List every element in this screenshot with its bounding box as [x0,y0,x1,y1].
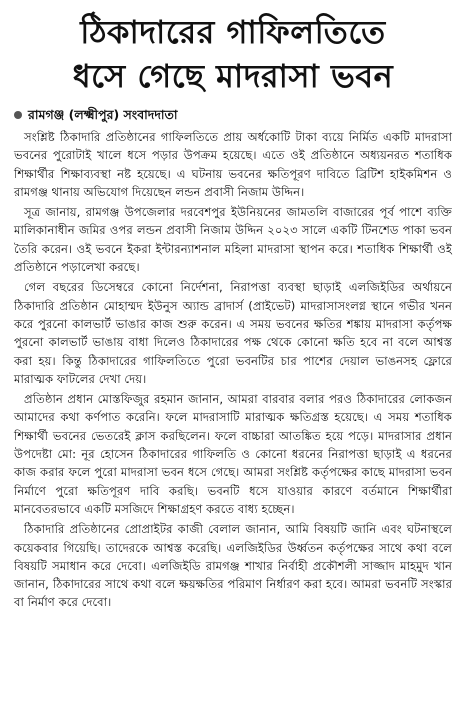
paragraph-4: প্রতিষ্ঠান প্রধান মোস্তফিজুর রহমান জানান, আমরা বারবার বলার পরও ঠিকাদারের লোকজন আমাদের কথা কর্ণপাত করেনি। ফলে মাদরাসাটি মারাত্মক ক্ষতিগ্রস্ত হয়েছে। এ সময় শতাধিক শিক্ষার্থী ভবনের ভেতরেই ক্লাস করছিলেন। ফলে বাচ্চারা আতঙ্কিত হয়ে পড়ে। মাদরাসার প্রধান উপদেষ্টা মো: নূর হোসেন ঠিকাদারের গাফিলতি ও কোনো ধরনের নিরাপত্তা ছাড়াই এ ধরনের কাজ করার ফলে পুরো মাদরাসা ভবন ধসে গেছে। আমরা সংশ্লিষ্ট কর্তৃপক্ষের কাছে মাদরাসা ভবন নির্মাণে পুরো ক্ষতিপূরণ দাবি করছি। ভবনটি ধসে যাওয়ার কারণে বর্তমানে শিক্ষার্থীরা মানবেতরভাবে একটি মসজিদে শিক্ষাগ্রহণ করতে বাধ্য হচ্ছেন। [14,392,452,516]
headline-line-2: ধসে গেছে মাদরাসা ভবন [72,57,394,95]
byline-text: রামগঞ্জ (লক্ষ্মীপুর) সংবাদদাতা [28,107,178,122]
news-clipping [6,6,460,711]
paragraph-1: সংশ্লিষ্ট ঠিকাদারি প্রতিষ্ঠানের গাফিলতিতে প্রায় অর্ধকোটি টাকা ব্যয়ে নির্মিত একটি মাদরাসা ভবনের পুরোটাই খালে ধসে পড়ার উপক্রম হয়েছে। এতে ওই প্রতিষ্ঠানে অধ্যয়নরত শতাধিক শিক্ষার্থীর শিক্ষাব্যবস্থা নষ্ট হয়েছে। এ ঘটনায় ভবনের ক্ষতিপূরণ দাবিতে ব্রিটিশ হাইকমিশন ও রামগঞ্জ থানায় অভিযোগ দিয়েছেন লন্ডন প্রবাসী নিজাম উদ্দিন। [14,130,452,199]
byline [14,106,452,124]
paragraph-2: সূত্র জানায়, রামগঞ্জ উপজেলার দরবেশপুর ইউনিয়নের জামতলি বাজারের পূর্ব পাশে ব্যক্তি মালিকানাধীন জমির ওপর লন্ডন প্রবাসী নিজাম উদ্দিন ২০২৩ সালে একটি টিনশেড পাকা ভবন তৈরি করেন। ওই ভবনে ইকরা ইন্টারন্যাশনাল মহিলা মাদরাসা স্থাপন করে। শতাধিক শিক্ষার্থী ওই প্রতিষ্ঠানে পড়ালেখা করছে। [14,205,452,275]
headline-line-1: ঠিকাদারের গাফিলতিতে [80,13,386,51]
bullet-icon [14,111,22,119]
paragraph-5: ঠিকাদারি প্রতিষ্ঠানের প্রোপ্রাইটর কাজী বেলাল জানান, আমি বিষয়টি জানি এবং ঘটনাস্থলে কয়েকবার গিয়েছি। তাদেরকে আশ্বস্ত করেছি। এলজিইডির উর্ধ্বতন কর্তৃপক্ষের সাথে কথা বলে বিষয়টি সমাধান করে দেবো। এলজিইডি রামগঞ্জ শাখার নির্বাহী প্রকৌশলী সাজ্জাদ মাহমুদ খান জানান, ঠিকাদারের সাথে কথা বলে ক্ষয়ক্ষতির পরিমাণ নির্ধারণ করা হবে। আমরা ভবনটি সংস্কার বা নির্মাণ করে দেবো। [14,522,452,610]
headline [14,10,452,98]
paragraph-3: গেল বছরের ডিসেম্বরে কোনো নির্দেশনা, নিরাপত্তা ব্যবস্থা ছাড়াই এলজিইডির অর্থায়নে ঠিকাদারি প্রতিষ্ঠান মোহাম্মদ ইউনুস অ্যান্ড ব্রাদার্স (প্রাইভেট) মাদরাসাসংলগ্ন স্থানে গভীর খনন করে পুরনো কালভার্ট ভাঙার কাজ শুরু করেন। এ সময় ভবনের ক্ষতির শঙ্কায় মাদরাসা কর্তৃপক্ষ পুরনো কালভার্ট ভাঙায় বাধা দিলেও ঠিকাদারের পক্ষ থেকে কোনো ক্ষতি হবে না বলে আশ্বস্ত করা হয়। কিন্তু ঠিকাদারের গাফিলতিতে পুরো ভবনটির চার পাশের দেয়াল ভাঙনসহ ফ্লোরে মারাত্মক ফাটলের দেখা দেয়। [14,280,452,386]
